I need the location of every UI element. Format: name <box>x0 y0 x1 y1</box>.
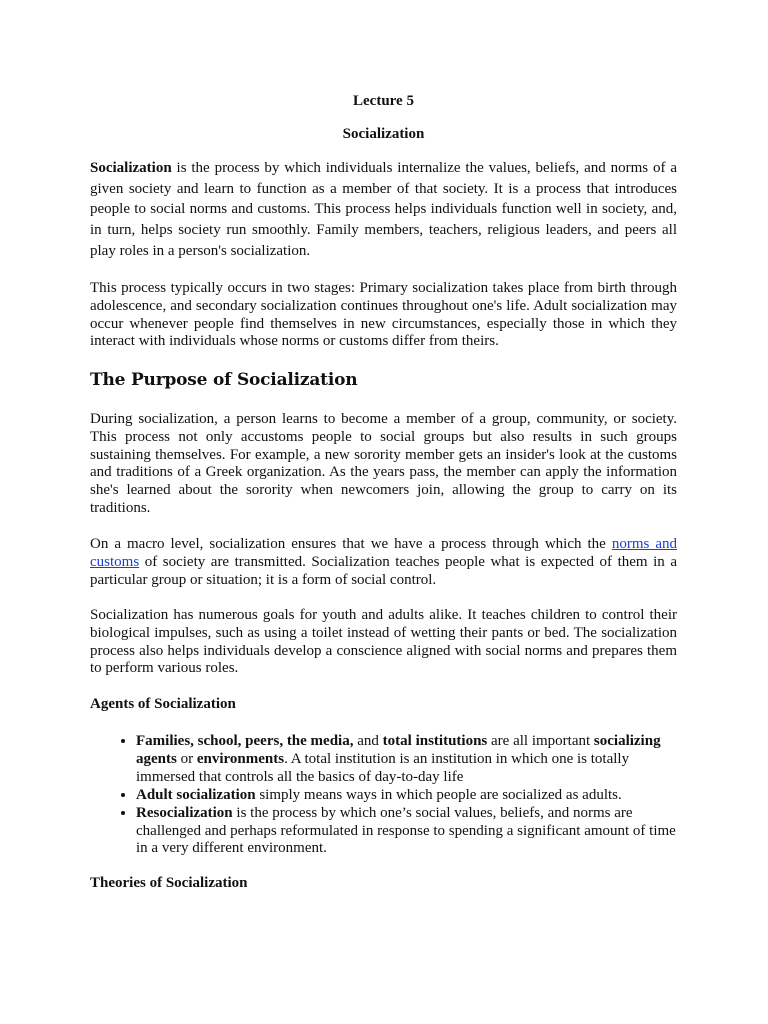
stages-paragraph: This process typically occurs in two stages: Primary socialization takes place from birth through adolescence, and secondary socialization continues throughout one's life. Adult socialization may occur whenever people find themselves in new circumstances, especially those in which they interact with individuals whose norms or customs differ from theirs. <box>90 280 677 350</box>
list-item: • Adult socialization simply means ways in which people are socialized as adults. <box>136 787 677 805</box>
purpose-heading: The Purpose of Socialization <box>90 370 358 390</box>
paragraph-2-before: On a macro level, socialization ensures that we have a process through which the <box>90 536 612 552</box>
intro-paragraph <box>90 158 677 262</box>
agents-heading: Agents of Socialization <box>90 696 236 712</box>
lecture-subtitle: Socialization <box>342 126 425 142</box>
intro-term: Socialization <box>90 160 172 176</box>
lecture-title: Lecture 5 <box>353 93 414 109</box>
purpose-paragraph-1: During socialization, a person learns to become a member of a group, community, or society. This process not only accustoms people to social groups but also results in such groups sustaining themselves. For example, a new sorority member gets an insider's look at the customs and traditions of a Greek organization. As the years pass, the member can apply the information she's learned about the sorority when newcomers join, allowing the group to carry on its traditions. <box>90 411 677 516</box>
norms-and-customs-link[interactable]: norms and customs <box>90 536 677 570</box>
purpose-paragraph-3: Socialization has numerous goals for youth and adults alike. It teaches children to control their biological impulses, such as using a toilet instead of wetting their pants or bed. The socialization process also helps individuals develop a conscience aligned with social norms and prepares them to perform various roles. <box>90 607 677 677</box>
intro-text: is the process by which individuals internalize the values, beliefs, and norms of a given society and learn to function as a member of that society. It is a process that introduces people to social norms and customs. This process helps individuals function well in society, and, in turn, helps society run smoothly. Family members, teachers, religious leaders, and peers all play roles in a person's socialization. <box>90 160 677 259</box>
list-item: • Families, school, peers, the media, and total institutions are all important socializing agents or environments. A total institution is an institution in which one is totally immersed that controls all the basics of day-to-day life <box>136 733 677 787</box>
purpose-paragraph-2 <box>90 536 677 589</box>
paragraph-2-after: of society are transmitted. Socialization teaches people what is expected of them in a particular group or situation; it is a form of social control. <box>90 553 677 588</box>
agents-list <box>90 733 677 858</box>
list-item: • Resocialization is the process by which one’s social values, beliefs, and norms are challenged and perhaps reformulated in response to spending a significant amount of time in a very different environment. <box>136 805 677 859</box>
theories-heading: Theories of Socialization <box>90 875 248 891</box>
